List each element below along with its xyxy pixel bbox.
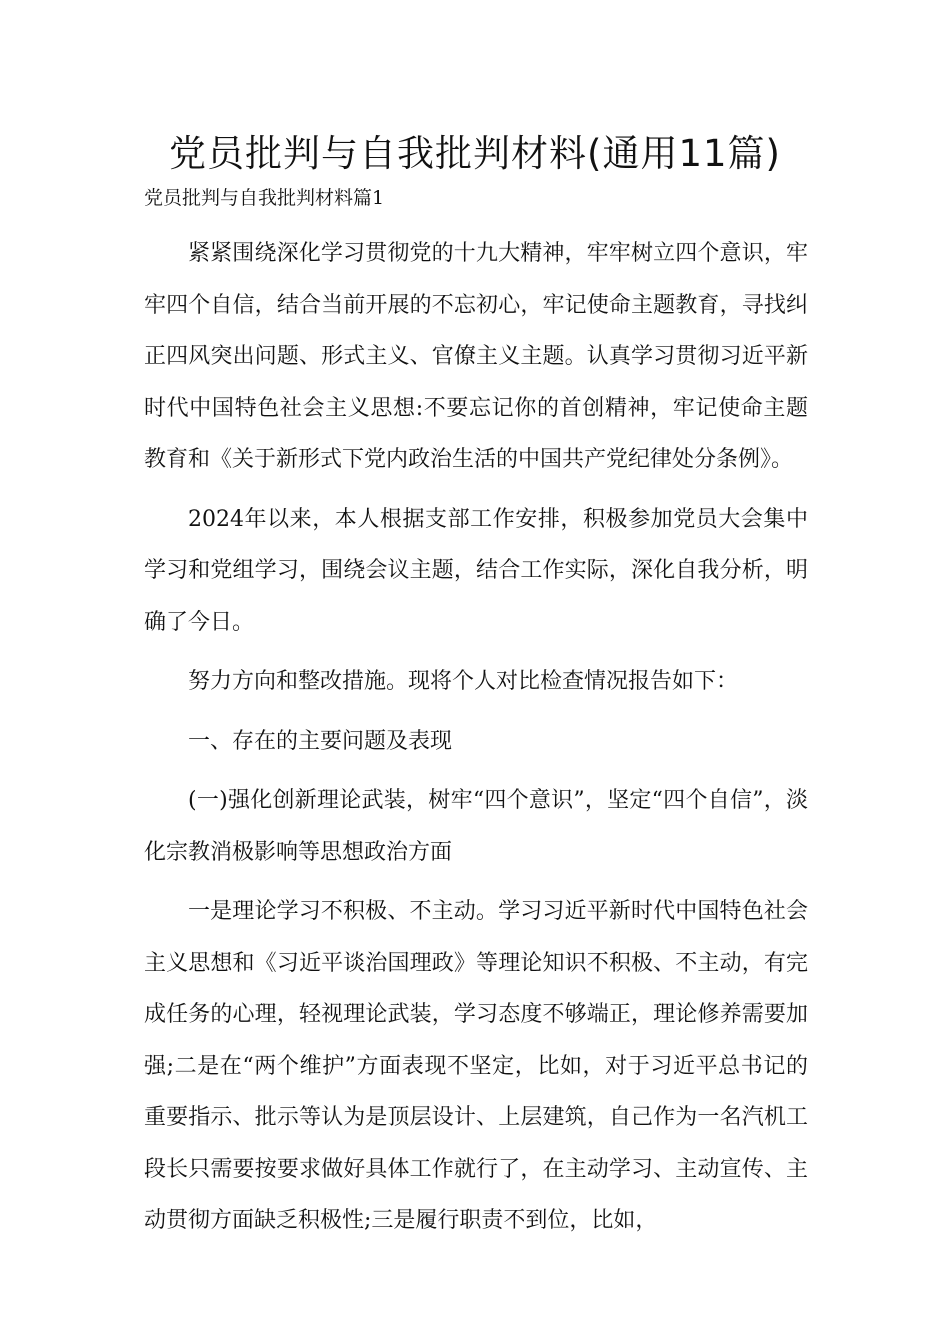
document-title: 党员批判与自我批判材料(通用11篇) (169, 132, 781, 175)
subsection-heading: (一)强化创新理论武装，树牢“四个意识”，坚定“四个自信”，淡化宗教消极影响等思想政治方面 (144, 788, 808, 865)
section-heading: 一、存在的主要问题及表现 (188, 728, 453, 754)
document-subtitle: 党员批判与自我批判材料篇1 (144, 187, 385, 209)
paragraph: 2024年以来，本人根据支部工作安排，积极参加党员大会集中学习和党组学习，围绕会议主题，结合工作实际，深化自我分析，明确了今日。 (144, 506, 808, 635)
paragraph: 努力方向和整改措施。现将个人对比检查情况报告如下： (188, 669, 739, 694)
paragraph: 紧紧围绕深化学习贯彻党的十九大精神，牢牢树立四个意识，牢牢四个自信，结合当前开展的不忘初心，牢记使命主题教育，寻找纠正四风突出问题、形式主义、官僚主义主题。认真学习贯彻习近平新时代中国特色社会主义思想:不要忘记你的首创精神，牢记使命主题教育和《关于新形式下党内政治生活的中国共产党纪律处分条例》。 (144, 241, 808, 472)
paragraph: 一是理论学习不积极、不主动。学习习近平新时代中国特色社会主义思想和《习近平谈治国理政》等理论知识不积极、不主动，有完成任务的心理，轻视理论武装，学习态度不够端正，理论修养需要加强;二是在“两个维护”方面表现不坚定，比如，对于习近平总书记的重要指示、批示等认为是顶层设计、上层建筑，自己作为一名汽机工段长只需要按要求做好具体工作就行了，在主动学习、主动宣传、主动贯彻方面缺乏积极性;三是履行职责不到位，比如， (144, 899, 808, 1233)
document-body (144, 228, 808, 1247)
